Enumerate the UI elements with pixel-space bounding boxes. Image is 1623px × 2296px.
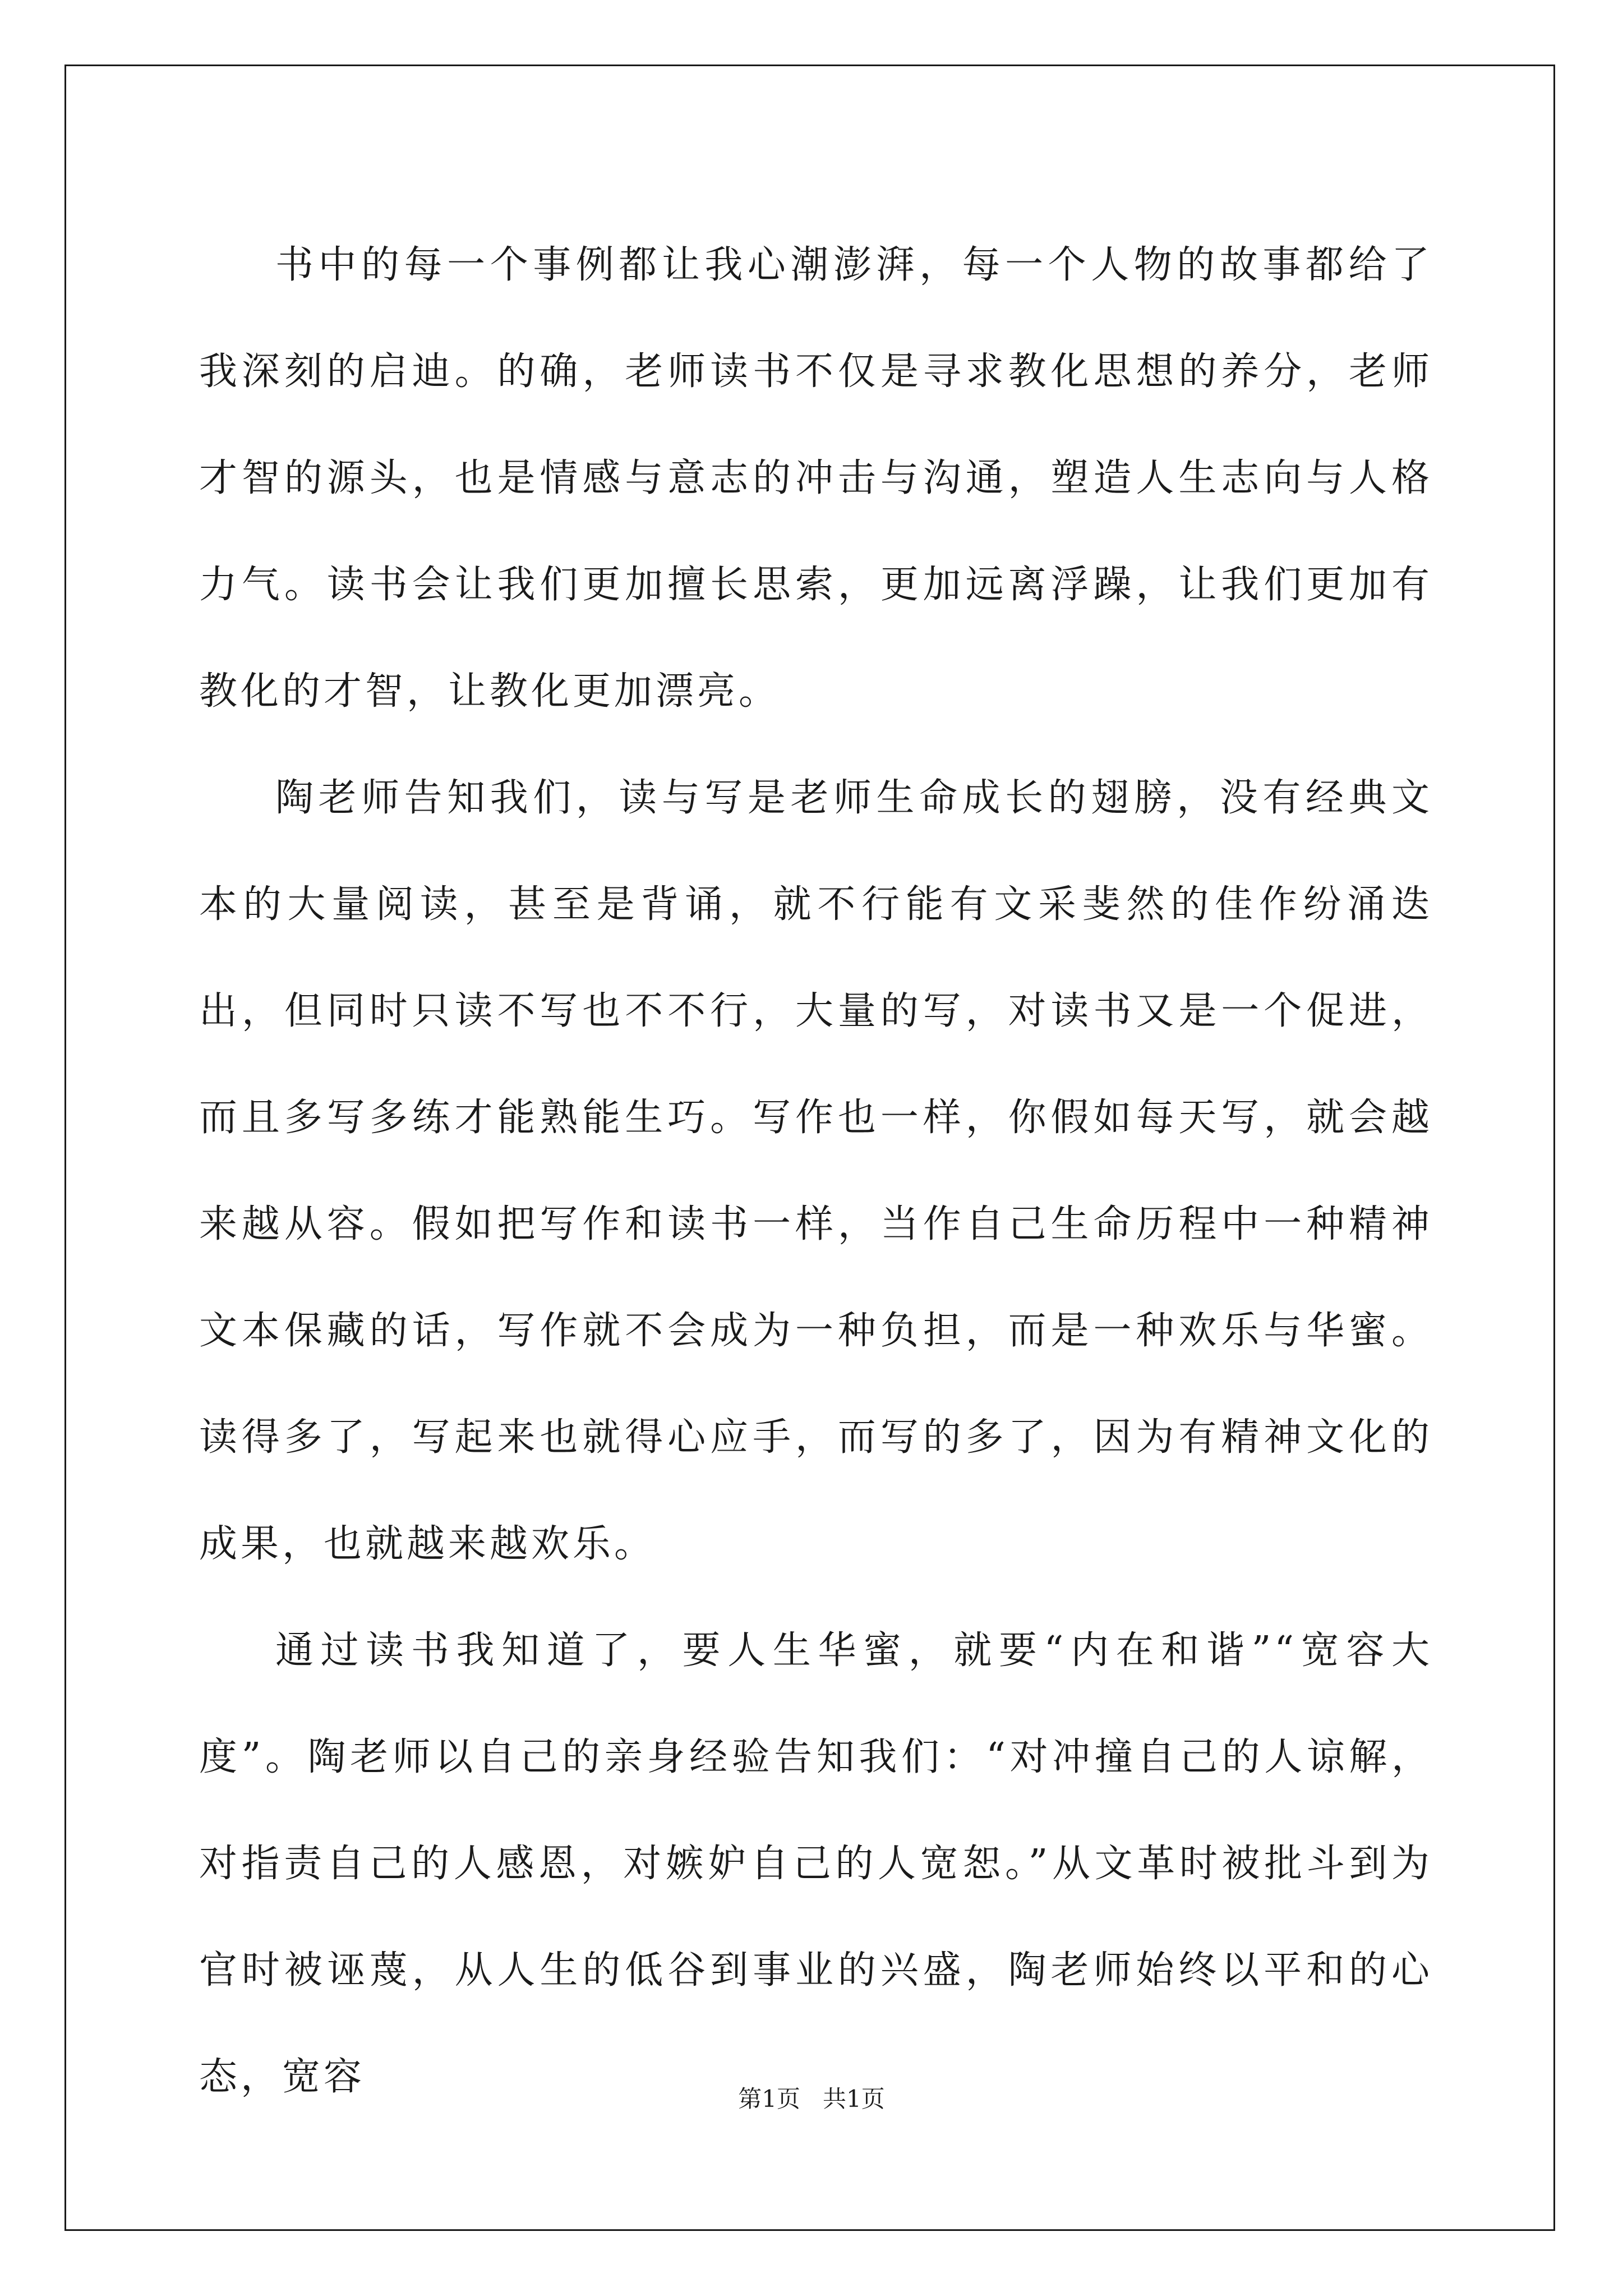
document-body bbox=[199, 212, 1433, 2131]
paragraph-1: 书中的每一个事例都让我心潮澎湃，每一个人物的故事都给了我深刻的启迪。的确，老师读书不仅是寻求教化思想的养分，老师才智的源头，也是情感与意志的冲击与沟通，塑造人生志向与人格力气。读书会让我们更加擅长思索，更加远离浮躁，让我们更加有教化的才智，让教化更加漂亮。 bbox=[199, 243, 1433, 714]
paragraph-3: 通过读书我知道了，要人生华蜜，就要“内在和谐”“宽容大度”。陶老师以自己的亲身经验告知我们：“对冲撞自己的人谅解，对指责自己的人感恩，对嫉妒自己的人宽恕。”从文革时被批斗到为官时被诬蔑，从人生的低谷到事业的兴盛，陶老师始终以平和的心态，宽容 bbox=[199, 1628, 1433, 2099]
paragraph-2: 陶老师告知我们，读与写是老师生命成长的翅膀，没有经典文本的大量阅读，甚至是背诵，就不行能有文采斐然的佳作纷涌迭出，但同时只读不写也不不行，大量的写，对读书又是一个促进，而且多写多练才能熟能生巧。写作也一样，你假如每天写，就会越来越从容。假如把写作和读书一样，当作自己生命历程中一种精神文本保藏的话，写作就不会成为一种负担，而是一种欢乐与华蜜。读得多了，写起来也就得心应手，而写的多了，因为有精神文化的成果，也就越来越欢乐。 bbox=[199, 776, 1433, 1566]
page-total: 共1页 bbox=[823, 2085, 885, 2113]
page-number: 第1页 bbox=[738, 2085, 800, 2113]
page-footer bbox=[0, 2082, 1623, 2116]
